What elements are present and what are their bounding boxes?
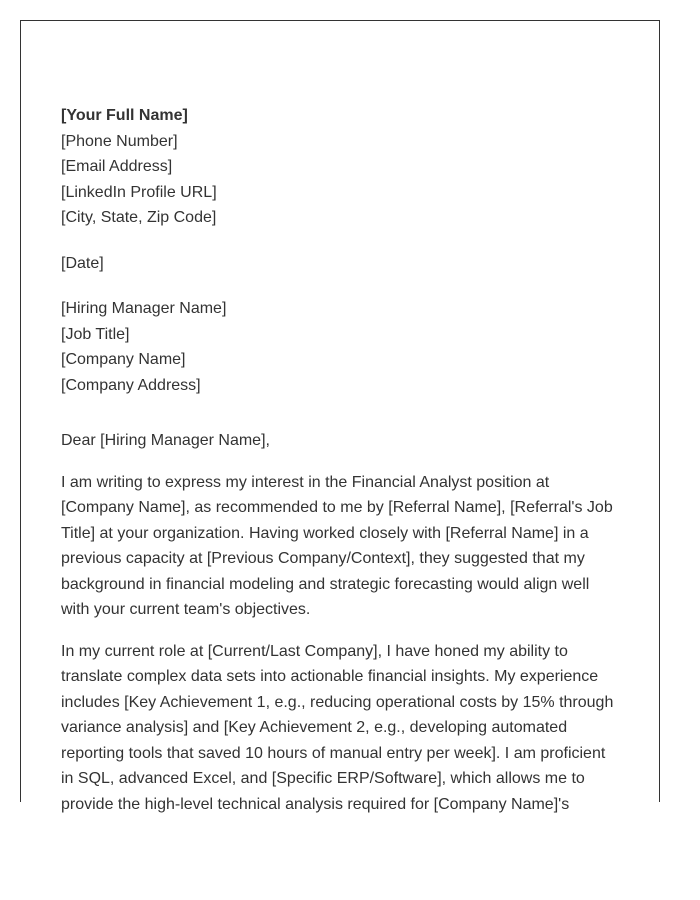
recipient-block — [61, 296, 621, 398]
sender-location: [City, State, Zip Code] — [61, 209, 217, 226]
sender-phone: [Phone Number] — [61, 132, 178, 150]
sender-email: [Email Address] — [61, 158, 173, 175]
sender-linkedin: [LinkedIn Profile URL] — [61, 183, 217, 201]
letter-date: [Date] — [61, 254, 104, 272]
recipient-company-name: [Company Name] — [61, 351, 186, 368]
document-page — [20, 20, 660, 813]
recipient-manager-name: [Hiring Manager Name] — [61, 300, 227, 317]
body-paragraph-1: I am writing to express my interest in the Financial Analyst position at [Company Name], as recommended to me by [Referral Name], [Referral's Job Title] at your organization. Having worked closely with [Referral Name] in a previous capacity at [Previous Company/Context], they suggested that my background in financial modeling and strategic forecasting would align well with your current team's objectives. — [61, 473, 613, 618]
sender-block — [61, 103, 621, 231]
body-paragraph-2: In my current role at [Current/Last Company], I have honed my ability to translate complex data sets into actionable financial insights. My experience includes [Key Achievement 1, e.g., reducing operational costs by 15% through variance analysis] and [Key Achievement 2, e.g., developing automated reporting tools that saved 10 hours of manual entry per week]. I am proficient in SQL, advanced Excel, and [Specific ERP/Software], which allows me to provide the high-level technical analysis required for [Company Name]'s — [61, 642, 614, 813]
cover-letter — [61, 103, 621, 817]
recipient-job-title: [Job Title] — [61, 325, 130, 343]
recipient-company-address: [Company Address] — [61, 376, 201, 394]
salutation: Dear [Hiring Manager Name], — [61, 432, 270, 449]
sender-full-name: [Your Full Name] — [61, 107, 188, 124]
